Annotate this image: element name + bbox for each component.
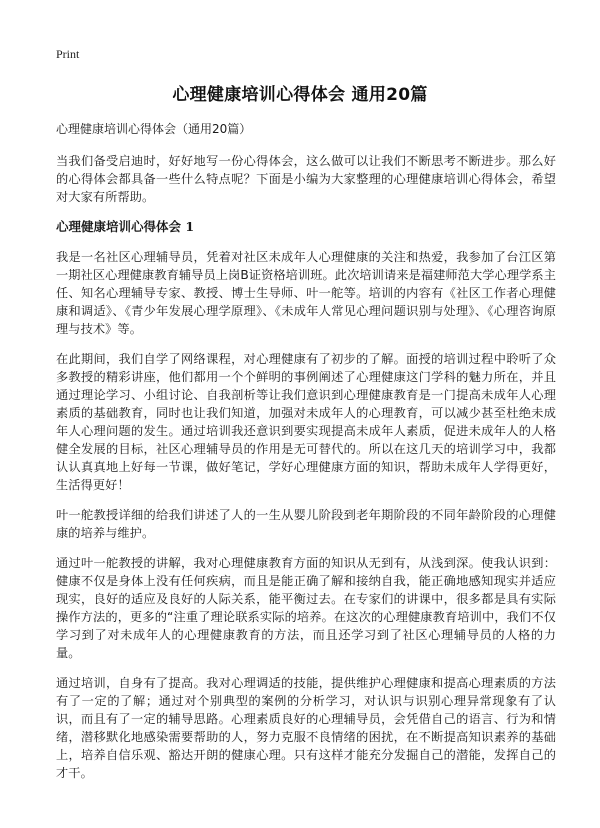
section-heading: 心理健康培训心得体会 1 xyxy=(56,219,195,234)
body-paragraph: 通过培训，自身有了提高。我对心理调适的技能，提供维护心理健康和提高心理素质的方法有了一定的了解；通过对个别典型的案例的分析学习，对认识与识别心理异常现象有了认识，而且有了一定的辅导思路。心理素质良好的心理辅导员，会凭借自己的语言、行为和情绪，潜移默化地感染需要帮助的人，努力克服不良情绪的困扰，在不断提高知识素养的基础上，培养自信乐观、豁达开朗的健康心理。只有这样才能充分发掘自己的潜能，发挥自己的才干。 xyxy=(56,676,556,780)
document-subtitle: 心理健康培训心得体会（通用20篇） xyxy=(56,122,252,136)
body-paragraph: 叶一舵教授详细的给我们讲述了人的一生从婴儿阶段到老年期阶段的不同年龄阶段的心理健康的培养与维护。 xyxy=(56,508,556,540)
body-paragraph: 在此期间，我们自学了网络课程，对心理健康有了初步的了解。面授的培训过程中聆听了众多教授的精彩讲座，他们都用一个个鲜明的事例阐述了心理健康这门学科的魅力所在，并且通过理论学习、小组讨论、自我剖析等让我们意识到心理健康教育是一门提高未成年人心理素质的基础教育，同时也让我们知道，加强对未成年人的心理教育，可以减少甚至杜绝未成年人心理问题的发生。通过培训我还意识到要实现提高未成年人素质，促进未成年人的人格健全发展的目标，社区心理辅导员的作用是无可替代的。所以在这几天的培训学习中，我都认认真真地上好每一节课，做好笔记，学好心理健康方面的知识，帮助未成年人学得更好，生活得更好！ xyxy=(56,352,556,492)
intro-paragraph: 当我们备受启迪时，好好地写一份心得体会，这么做可以让我们不断思考不断进步。那么好的心得体会都具备一些什么特点呢？下面是小编为大家整理的心理健康培训心得体会，希望对大家有所帮助。 xyxy=(56,154,556,204)
body-paragraph: 我是一名社区心理辅导员，凭着对社区未成年人心理健康的关注和热爱，我参加了台江区第一期社区心理健康教育辅导员上岗B证资格培训班。此次培训请来是福建师范大学心理学系主任、知名心理辅导专家、教授、博士生导师、叶一舵等。培训的内容有《社区工作者心理健康和调适》、《青少年发展心理学原理》、《未成年人常见心理问题识别与处理》、《心理咨询原理与技术》等。 xyxy=(56,250,556,336)
document-body xyxy=(56,120,556,794)
document-title: 心理健康培训心得体会 通用20篇 xyxy=(172,85,428,105)
body-paragraph: 通过叶一舵教授的讲解，我对心理健康教育方面的知识从无到有，从浅到深。使我认识到：健康不仅是身体上没有任何疾病，而且是能正确了解和接纳自我，能正确地感知现实并适应现实，良好的适应及良好的人际关系，能平衡过去。在专家们的讲课中，很多都是具有实际操作方法的，更多的“注重了理论联系实际的培养。在这次的心理健康教育培训中，我们不仅学习到了对未成年人的心理健康教育的方法，而且还学习到了社区心理辅导员的人格的力量。 xyxy=(56,556,556,660)
print-link[interactable]: Print xyxy=(56,47,80,61)
